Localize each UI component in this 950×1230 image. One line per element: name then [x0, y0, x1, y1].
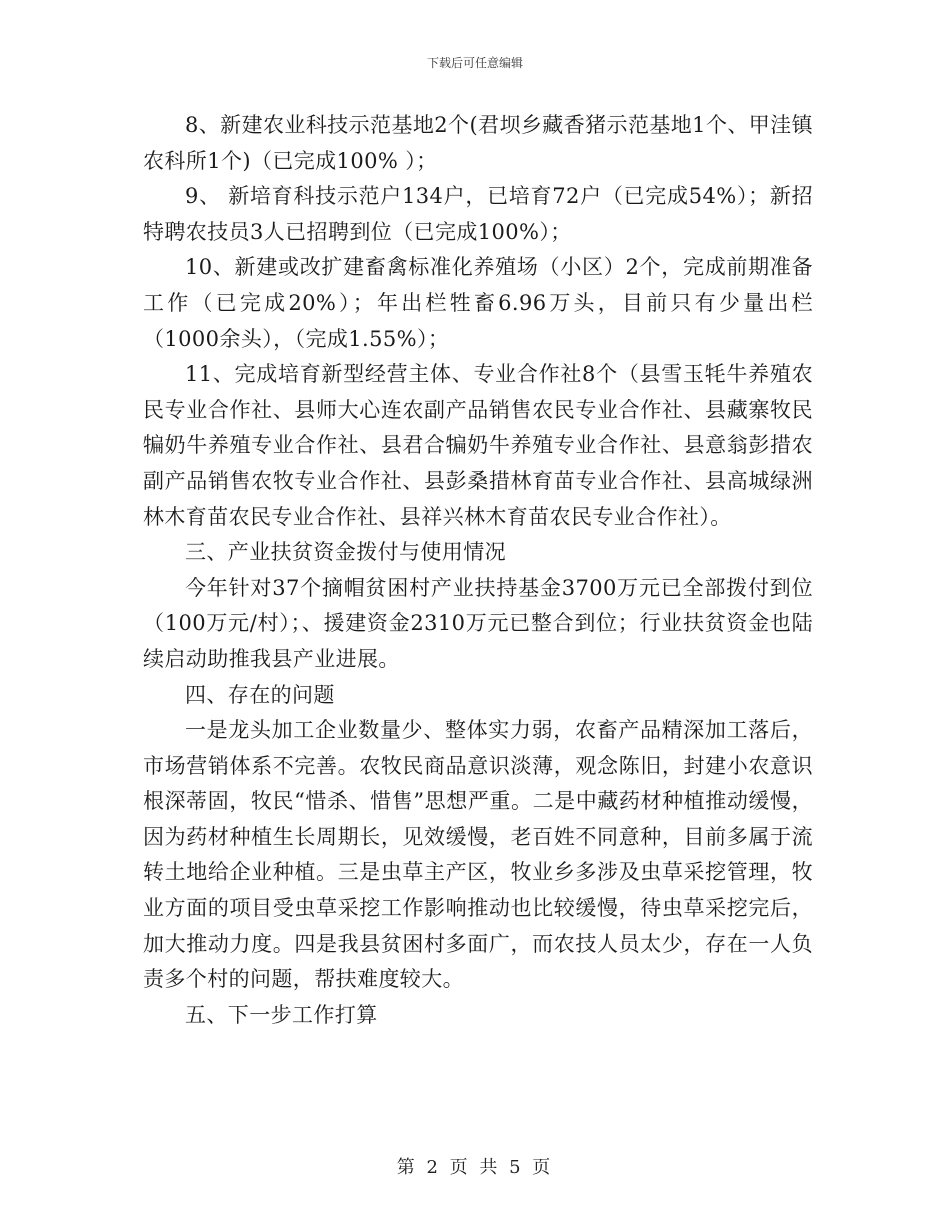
- paragraph-item-10: 10、新建或改扩建畜禽标准化养殖场（小区）2个，完成前期准备工作（已完成20%）；年出栏牲畜6.96万头，目前只有少量出栏（1000余头），（完成1.55%）；: [143, 255, 813, 351]
- page-header: 下载后可任意编辑: [426, 56, 523, 70]
- document-body: [143, 108, 813, 1033]
- paragraph-problems: 一是龙头加工企业数量少、整体实力弱，农畜产品精深加工落后，市场营销体系不完善。农牧民商品意识淡薄，观念陈旧，封建小农意识根深蒂固，牧民“惜杀、惜售”思想严重。二是中藏药材种植推动缓慢，因为药材种植生长周期长，见效缓慢，老百姓不同意种，目前多属于流转土地给企业种植。三是虫草主产区，牧业乡多涉及虫草采挖管理，牧业方面的项目受虫草采挖工作影响推动也比较缓慢，待虫草采挖完后，加大推动力度。四是我县贫困村多面广，而农技人员太少，存在一人负责多个村的问题，帮扶难度较大。: [143, 718, 813, 992]
- paragraph-item-11: 11、完成培育新型经营主体、专业合作社8个（县雪玉牦牛养殖农民专业合作社、县师大心连农副产品销售农民专业合作社、县藏寨牧民犏奶牛养殖专业合作社、县君合犏奶牛养殖专业合作社、县意翁彭措农副产品销售农牧专业合作社、县彭桑措林育苗专业合作社、县高城绿洲林木育苗农民专业合作社、县祥兴林木育苗农民专业合作社）。: [143, 362, 813, 529]
- section-heading-next-steps: 五、下一步工作打算: [185, 1002, 378, 1027]
- section-heading-problems: 四、存在的问题: [185, 682, 335, 707]
- paragraph-item-8: 8、新建农业科技示范基地2个(君坝乡藏香猪示范基地1个、甲洼镇农科所1个)（已完成100% ）；: [143, 113, 813, 173]
- section-heading-funding: 三、产业扶贫资金拨付与使用情况: [185, 540, 506, 565]
- page-number-footer: 第 2 页 共 5 页: [396, 1157, 554, 1178]
- paragraph-item-9: 9、 新培育科技示范户134户，已培育72户（已完成54%）；新招特聘农技员3人已招聘到位（已完成100%）；: [143, 184, 813, 244]
- paragraph-funding: 今年针对37个摘帽贫困村产业扶持基金3700万元已全部拨付到位（100万元/村）；、援建资金2310万元已整合到位；行业扶贫资金也陆续启动助推我县产业进展。: [143, 575, 813, 671]
